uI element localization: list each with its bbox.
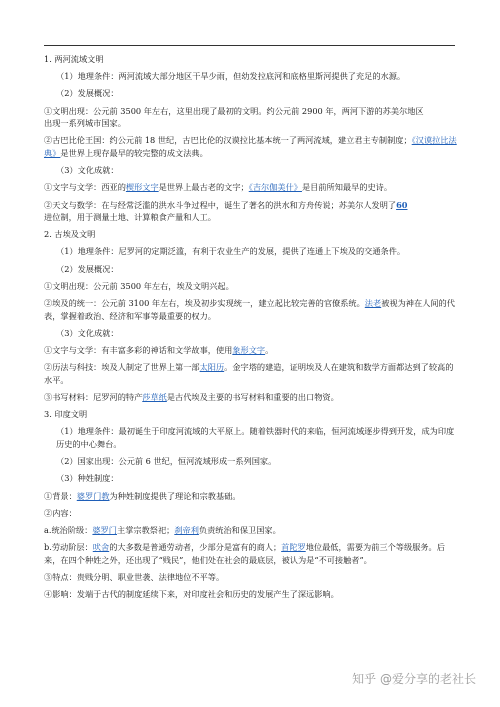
link-papyrus[interactable]: 莎草纸: [142, 391, 167, 402]
document-body: [44, 53, 460, 601]
link-sexagesimal[interactable]: 60: [396, 199, 408, 210]
link-kshatriya[interactable]: 刹帝利: [174, 524, 199, 535]
link-gilgamesh[interactable]: 《吉尔伽美什》: [248, 182, 302, 193]
s2-geography: （1）地理条件：尼罗河的定期泛滥，有利于农业生产的发展，提供了连通上下埃及的交通条件。: [56, 246, 406, 257]
s1-development-heading: （2）发展概况：: [56, 88, 119, 99]
watermark: 知乎 @爱分享的老社长: [352, 672, 476, 686]
link-brahmin[interactable]: 婆罗门: [92, 524, 117, 535]
header-rule: [44, 45, 455, 46]
section-heading-3: 3. 印度文明: [44, 409, 88, 420]
s1-culture-1: ①文字与文学：西亚的楔形文字是世界上最古老的文字；《吉尔伽美什》是目前所知最早的史诗。: [44, 182, 393, 193]
s2-dev-2: ②埃及的统一：公元前 3100 年左右，埃及初步实现统一，建立起比较完善的官僚系统。法老被视为神在人间的代表，掌握着政治、经济和军事等最重要的权力。: [44, 298, 455, 321]
link-solar-calendar[interactable]: 太阳历: [199, 362, 225, 373]
s1-culture-2: ②天文与数学：在与经常泛滥的洪水斗争过程中，诞生了著名的洪水和方舟传说；苏美尔人发明了60 进位制，用于测量土地、计算粮食产量和人工。: [44, 199, 408, 223]
section-heading-2: 2. 古埃及文明: [44, 229, 96, 240]
s2-development-heading: （2）发展概况：: [56, 263, 119, 274]
s3-geography: （1）地理条件：最初诞生于印度河流域的大平原上。随着铁器时代的来临，恒河流域逐步得到开发，成为印度历史的中心舞台。: [56, 426, 455, 449]
link-shudra[interactable]: 首陀罗: [281, 542, 306, 553]
section-heading-1: 1. 两河流域文明: [44, 54, 104, 64]
s2-culture-3: ③书写材料：尼罗河的特产莎草纸是古代埃及主要的书写材料和重要的出口物资。: [44, 391, 339, 402]
s2-culture-1: ①文字与文学：有丰富多彩的神话和文学故事，使用象形文字。: [44, 345, 274, 355]
link-pharaoh[interactable]: 法老: [364, 298, 382, 309]
s3-state: （2）国家出现：公元前 6 世纪，恒河流域形成一系列国家。: [56, 456, 277, 467]
s2-dev-1: ①文明出现：公元前 3500 年左右，埃及文明兴起。: [44, 280, 234, 291]
link-hammurabi-code[interactable]: 《汉谟拉比法典》: [44, 135, 457, 158]
s3-content-heading: ②内容：: [44, 507, 77, 518]
link-brahmanism[interactable]: 婆罗门教: [76, 490, 110, 501]
s1-dev-1: ①文明出现：公元前 3500 年左右，这里出现了最初的文明。约公元前 2900 年，两河下游的苏美尔地区 出现一系列城市国家。: [44, 105, 424, 129]
s3-content-b: b.劳动阶层：吠舍的大多数是普通劳动者，少部分是富有的商人；首陀罗地位最低，需要为前三个等级服务。后来，在四个种姓之外，还出现了“贱民”，他们处在社会的最底层，被认为是“不可接触者”。: [44, 542, 445, 565]
s1-dev-2: ②古巴比伦王国：约公元前 18 世纪，古巴比伦的汉谟拉比基本统一了两河流域，建立君主专制制度；《汉谟拉比法典》是世界上现存最早的较完整的成文法典。: [44, 135, 457, 158]
s3-features: ③特点：贵贱分明、职业世袭、法律地位不平等。: [44, 571, 225, 582]
s1-geography: （1）地理条件：两河流域大部分地区干旱少雨，但幼发拉底河和底格里斯河提供了充足的水源。: [56, 71, 406, 82]
s3-background: ①背景：婆罗门教为种姓制度提供了理论和宗教基础。: [44, 490, 241, 501]
link-vaishya[interactable]: 吠舍: [92, 542, 110, 553]
link-hieroglyphs[interactable]: 象形文字: [232, 345, 266, 355]
s3-content-a: a.统治阶级：婆罗门主掌宗教祭祀；刹帝利负责统治和保卫国家。: [44, 524, 281, 535]
s2-culture-heading: （3）文化成就：: [56, 327, 119, 338]
s2-culture-2: ②历法与科技：埃及人制定了世界上第一部太阳历。金字塔的建造，证明埃及人在建筑和数学方面都达到了较高的水平。: [44, 362, 454, 385]
s3-caste-heading: （3）种姓制度：: [56, 473, 119, 484]
link-cuneiform[interactable]: 楔形文字: [125, 182, 159, 193]
s1-culture-heading: （3）文化成就：: [56, 165, 119, 176]
s3-influence: ④影响：发端于古代的制度延续下来，对印度社会和历史的发展产生了深远影响。: [44, 589, 339, 600]
